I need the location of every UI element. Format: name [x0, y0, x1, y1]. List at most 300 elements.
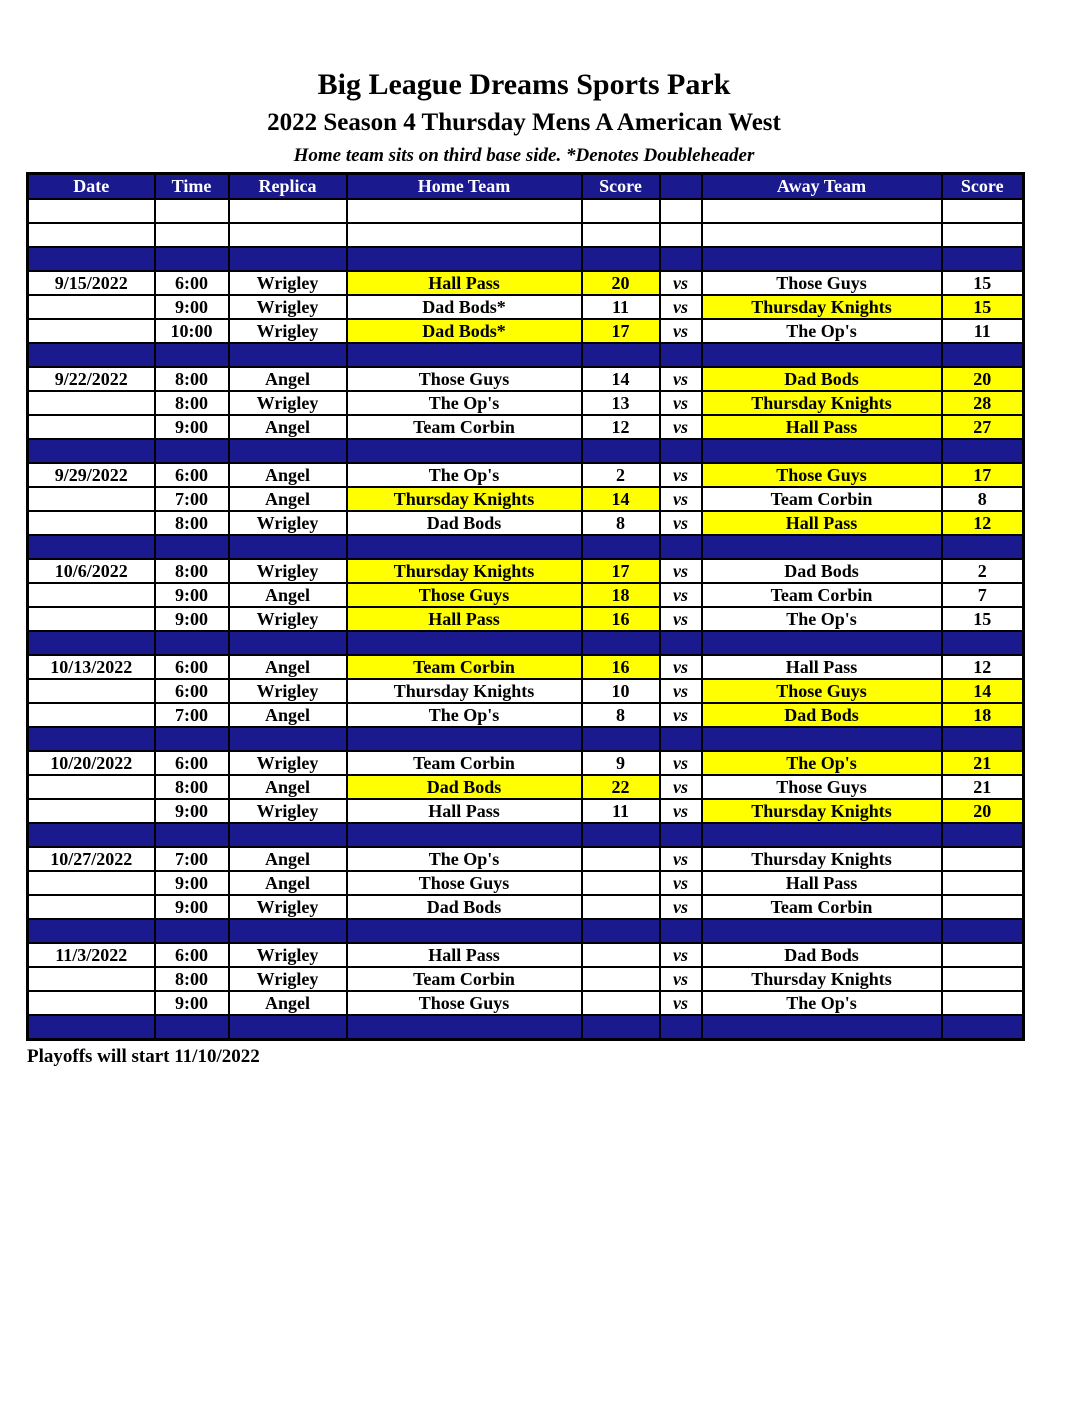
- time-cell: [155, 535, 229, 559]
- away-score-cell: 15: [942, 295, 1024, 319]
- game-row: [28, 751, 1024, 775]
- separator-row: [28, 823, 1024, 847]
- date-cell: [28, 607, 155, 631]
- away-score-cell: 21: [942, 775, 1024, 799]
- replica-cell: [229, 1015, 347, 1040]
- home-team-cell: Thursday Knights: [347, 487, 582, 511]
- replica-cell: Angel: [229, 847, 347, 871]
- home-score-cell: [582, 943, 660, 967]
- date-cell: [28, 583, 155, 607]
- replica-cell: Angel: [229, 583, 347, 607]
- home-score-cell: [582, 847, 660, 871]
- separator-row: [28, 1015, 1024, 1040]
- home-team-cell: [347, 343, 582, 367]
- game-row: [28, 871, 1024, 895]
- home-score-cell: [582, 535, 660, 559]
- vs-cell: [660, 247, 702, 271]
- col-header-home-score: Score: [582, 174, 660, 200]
- away-score-cell: [942, 727, 1024, 751]
- game-row: [28, 799, 1024, 823]
- separator-row: [28, 535, 1024, 559]
- home-team-cell: Team Corbin: [347, 655, 582, 679]
- away-team-cell: Dad Bods: [702, 559, 942, 583]
- home-team-cell: Those Guys: [347, 583, 582, 607]
- replica-cell: Wrigley: [229, 679, 347, 703]
- away-team-cell: Thursday Knights: [702, 295, 942, 319]
- away-team-cell: The Op's: [702, 991, 942, 1015]
- home-team-cell: Team Corbin: [347, 415, 582, 439]
- away-team-cell: Those Guys: [702, 271, 942, 295]
- away-score-cell: 21: [942, 751, 1024, 775]
- col-header-replica: Replica: [229, 174, 347, 200]
- blank-row: [28, 223, 1024, 247]
- time-cell: [155, 631, 229, 655]
- home-team-cell: The Op's: [347, 463, 582, 487]
- home-score-cell: [582, 895, 660, 919]
- vs-cell: vs: [660, 511, 702, 535]
- date-cell: [28, 1015, 155, 1040]
- game-row: [28, 295, 1024, 319]
- home-score-cell: 18: [582, 583, 660, 607]
- vs-cell: vs: [660, 775, 702, 799]
- time-cell: [155, 199, 229, 223]
- replica-cell: Angel: [229, 487, 347, 511]
- home-score-cell: 11: [582, 799, 660, 823]
- time-cell: 6:00: [155, 751, 229, 775]
- game-row: [28, 943, 1024, 967]
- home-team-cell: [347, 1015, 582, 1040]
- home-team-cell: [347, 247, 582, 271]
- replica-cell: Wrigley: [229, 607, 347, 631]
- date-cell: [28, 511, 155, 535]
- header-row: [28, 174, 1024, 200]
- away-team-cell: Dad Bods: [702, 367, 942, 391]
- home-team-cell: Dad Bods: [347, 775, 582, 799]
- home-score-cell: [582, 199, 660, 223]
- time-cell: 9:00: [155, 799, 229, 823]
- away-score-cell: [942, 631, 1024, 655]
- away-team-cell: [702, 535, 942, 559]
- home-team-cell: The Op's: [347, 703, 582, 727]
- time-cell: [155, 247, 229, 271]
- away-score-cell: [942, 199, 1024, 223]
- game-row: [28, 775, 1024, 799]
- home-team-cell: Thursday Knights: [347, 679, 582, 703]
- time-cell: [155, 1015, 229, 1040]
- replica-cell: Angel: [229, 991, 347, 1015]
- replica-cell: Angel: [229, 415, 347, 439]
- home-team-cell: [347, 535, 582, 559]
- col-header-vs: [660, 174, 702, 200]
- game-row: [28, 607, 1024, 631]
- time-cell: 9:00: [155, 895, 229, 919]
- vs-cell: vs: [660, 367, 702, 391]
- replica-cell: [229, 223, 347, 247]
- game-row: [28, 511, 1024, 535]
- away-score-cell: [942, 943, 1024, 967]
- col-header-away-team: Away Team: [702, 174, 942, 200]
- replica-cell: Wrigley: [229, 967, 347, 991]
- game-row: [28, 463, 1024, 487]
- home-team-cell: The Op's: [347, 847, 582, 871]
- home-team-cell: Those Guys: [347, 367, 582, 391]
- date-cell: [28, 295, 155, 319]
- home-score-cell: 14: [582, 487, 660, 511]
- home-team-cell: Dad Bods*: [347, 319, 582, 343]
- home-team-cell: Dad Bods: [347, 511, 582, 535]
- date-cell: [28, 823, 155, 847]
- home-score-cell: [582, 727, 660, 751]
- game-row: [28, 271, 1024, 295]
- vs-cell: vs: [660, 271, 702, 295]
- vs-cell: [660, 343, 702, 367]
- replica-cell: [229, 919, 347, 943]
- vs-cell: vs: [660, 463, 702, 487]
- separator-row: [28, 919, 1024, 943]
- game-row: [28, 991, 1024, 1015]
- away-score-cell: 7: [942, 583, 1024, 607]
- away-score-cell: 27: [942, 415, 1024, 439]
- away-score-cell: [942, 535, 1024, 559]
- game-row: [28, 655, 1024, 679]
- home-score-cell: 2: [582, 463, 660, 487]
- home-score-cell: 14: [582, 367, 660, 391]
- vs-cell: [660, 199, 702, 223]
- away-score-cell: 28: [942, 391, 1024, 415]
- away-score-cell: 8: [942, 487, 1024, 511]
- home-score-cell: [582, 823, 660, 847]
- replica-cell: Wrigley: [229, 895, 347, 919]
- away-team-cell: Team Corbin: [702, 487, 942, 511]
- game-row: [28, 847, 1024, 871]
- date-cell: [28, 439, 155, 463]
- time-cell: [155, 223, 229, 247]
- home-team-cell: Dad Bods: [347, 895, 582, 919]
- vs-cell: vs: [660, 751, 702, 775]
- page-subtitle: 2022 Season 4 Thursday Mens A American West: [267, 109, 781, 136]
- away-score-cell: [942, 847, 1024, 871]
- away-score-cell: [942, 991, 1024, 1015]
- replica-cell: Wrigley: [229, 319, 347, 343]
- replica-cell: Wrigley: [229, 271, 347, 295]
- schedule-table: [26, 172, 1025, 1041]
- date-cell: [28, 487, 155, 511]
- date-cell: [28, 343, 155, 367]
- away-team-cell: Hall Pass: [702, 655, 942, 679]
- away-team-cell: Hall Pass: [702, 871, 942, 895]
- home-team-cell: [347, 919, 582, 943]
- replica-cell: [229, 343, 347, 367]
- time-cell: 6:00: [155, 463, 229, 487]
- replica-cell: Angel: [229, 703, 347, 727]
- home-team-note: Home team sits on third base side. *Denotes Doubleheader: [293, 145, 755, 166]
- away-score-cell: 20: [942, 367, 1024, 391]
- vs-cell: vs: [660, 679, 702, 703]
- time-cell: 6:00: [155, 271, 229, 295]
- away-score-cell: [942, 967, 1024, 991]
- home-score-cell: 16: [582, 655, 660, 679]
- home-score-cell: [582, 247, 660, 271]
- home-score-cell: 16: [582, 607, 660, 631]
- away-score-cell: [942, 223, 1024, 247]
- away-score-cell: 20: [942, 799, 1024, 823]
- time-cell: 8:00: [155, 367, 229, 391]
- home-team-cell: [347, 439, 582, 463]
- vs-cell: [660, 1015, 702, 1040]
- away-team-cell: Thursday Knights: [702, 967, 942, 991]
- vs-cell: [660, 823, 702, 847]
- separator-row: [28, 727, 1024, 751]
- vs-cell: [660, 631, 702, 655]
- date-cell: [28, 319, 155, 343]
- time-cell: [155, 727, 229, 751]
- away-score-cell: [942, 1015, 1024, 1040]
- home-score-cell: [582, 631, 660, 655]
- date-cell: [28, 919, 155, 943]
- away-score-cell: [942, 823, 1024, 847]
- vs-cell: [660, 223, 702, 247]
- home-score-cell: 20: [582, 271, 660, 295]
- replica-cell: Wrigley: [229, 391, 347, 415]
- date-cell: 9/22/2022: [28, 367, 155, 391]
- separator-row: [28, 439, 1024, 463]
- vs-cell: vs: [660, 487, 702, 511]
- home-score-cell: 8: [582, 703, 660, 727]
- away-team-cell: Hall Pass: [702, 415, 942, 439]
- replica-cell: [229, 439, 347, 463]
- replica-cell: Angel: [229, 655, 347, 679]
- home-team-cell: [347, 199, 582, 223]
- away-team-cell: Those Guys: [702, 679, 942, 703]
- away-team-cell: Thursday Knights: [702, 847, 942, 871]
- vs-cell: vs: [660, 967, 702, 991]
- replica-cell: Angel: [229, 367, 347, 391]
- game-row: [28, 583, 1024, 607]
- time-cell: 7:00: [155, 487, 229, 511]
- time-cell: 8:00: [155, 511, 229, 535]
- away-score-cell: 14: [942, 679, 1024, 703]
- away-team-cell: [702, 223, 942, 247]
- away-team-cell: Dad Bods: [702, 703, 942, 727]
- time-cell: 8:00: [155, 559, 229, 583]
- away-score-cell: [942, 439, 1024, 463]
- away-team-cell: Thursday Knights: [702, 391, 942, 415]
- vs-cell: [660, 919, 702, 943]
- home-score-cell: 9: [582, 751, 660, 775]
- home-score-cell: [582, 223, 660, 247]
- away-score-cell: 18: [942, 703, 1024, 727]
- col-header-away-score: Score: [942, 174, 1024, 200]
- away-score-cell: 2: [942, 559, 1024, 583]
- date-cell: [28, 415, 155, 439]
- home-score-cell: 11: [582, 295, 660, 319]
- home-score-cell: [582, 919, 660, 943]
- vs-cell: [660, 535, 702, 559]
- game-row: [28, 487, 1024, 511]
- date-cell: 9/15/2022: [28, 271, 155, 295]
- home-score-cell: 13: [582, 391, 660, 415]
- home-score-cell: 17: [582, 319, 660, 343]
- playoffs-note: Playoffs will start 11/10/2022: [27, 1046, 260, 1067]
- replica-cell: Angel: [229, 775, 347, 799]
- time-cell: 8:00: [155, 775, 229, 799]
- away-team-cell: The Op's: [702, 607, 942, 631]
- vs-cell: vs: [660, 607, 702, 631]
- home-team-cell: Dad Bods*: [347, 295, 582, 319]
- date-cell: [28, 703, 155, 727]
- away-score-cell: [942, 343, 1024, 367]
- col-header-home-team: Home Team: [347, 174, 582, 200]
- home-team-cell: Those Guys: [347, 871, 582, 895]
- away-team-cell: The Op's: [702, 319, 942, 343]
- replica-cell: [229, 823, 347, 847]
- vs-cell: vs: [660, 799, 702, 823]
- game-row: [28, 679, 1024, 703]
- vs-cell: [660, 439, 702, 463]
- home-team-cell: Hall Pass: [347, 607, 582, 631]
- away-score-cell: 15: [942, 271, 1024, 295]
- date-cell: [28, 871, 155, 895]
- game-row: [28, 559, 1024, 583]
- home-team-cell: [347, 727, 582, 751]
- away-team-cell: [702, 631, 942, 655]
- replica-cell: Angel: [229, 463, 347, 487]
- col-header-date: Date: [28, 174, 155, 200]
- away-score-cell: 15: [942, 607, 1024, 631]
- game-row: [28, 391, 1024, 415]
- vs-cell: vs: [660, 295, 702, 319]
- page-title: Big League Dreams Sports Park: [317, 68, 731, 101]
- date-cell: [28, 679, 155, 703]
- home-team-cell: Thursday Knights: [347, 559, 582, 583]
- time-cell: 9:00: [155, 295, 229, 319]
- game-row: [28, 319, 1024, 343]
- away-team-cell: The Op's: [702, 751, 942, 775]
- time-cell: 6:00: [155, 679, 229, 703]
- away-team-cell: [702, 727, 942, 751]
- time-cell: 6:00: [155, 655, 229, 679]
- col-header-time: Time: [155, 174, 229, 200]
- away-team-cell: [702, 919, 942, 943]
- replica-cell: [229, 199, 347, 223]
- date-cell: 10/27/2022: [28, 847, 155, 871]
- time-cell: 9:00: [155, 871, 229, 895]
- home-score-cell: 22: [582, 775, 660, 799]
- home-score-cell: [582, 967, 660, 991]
- replica-cell: [229, 631, 347, 655]
- date-cell: [28, 535, 155, 559]
- time-cell: 9:00: [155, 991, 229, 1015]
- replica-cell: Angel: [229, 871, 347, 895]
- vs-cell: vs: [660, 391, 702, 415]
- time-cell: [155, 823, 229, 847]
- time-cell: 9:00: [155, 607, 229, 631]
- time-cell: 7:00: [155, 703, 229, 727]
- separator-row: [28, 631, 1024, 655]
- date-cell: [28, 223, 155, 247]
- home-team-cell: Team Corbin: [347, 751, 582, 775]
- date-cell: [28, 799, 155, 823]
- away-team-cell: [702, 343, 942, 367]
- vs-cell: [660, 727, 702, 751]
- time-cell: 9:00: [155, 415, 229, 439]
- home-team-cell: Hall Pass: [347, 799, 582, 823]
- replica-cell: Wrigley: [229, 511, 347, 535]
- time-cell: 8:00: [155, 967, 229, 991]
- replica-cell: Wrigley: [229, 559, 347, 583]
- home-team-cell: [347, 223, 582, 247]
- away-score-cell: [942, 919, 1024, 943]
- home-score-cell: 12: [582, 415, 660, 439]
- date-cell: [28, 391, 155, 415]
- replica-cell: Wrigley: [229, 295, 347, 319]
- replica-cell: Wrigley: [229, 943, 347, 967]
- home-team-cell: The Op's: [347, 391, 582, 415]
- time-cell: 10:00: [155, 319, 229, 343]
- home-team-cell: [347, 823, 582, 847]
- away-score-cell: [942, 247, 1024, 271]
- away-score-cell: [942, 871, 1024, 895]
- away-team-cell: [702, 247, 942, 271]
- home-team-cell: Hall Pass: [347, 271, 582, 295]
- time-cell: [155, 343, 229, 367]
- home-team-cell: Hall Pass: [347, 943, 582, 967]
- vs-cell: vs: [660, 559, 702, 583]
- date-cell: [28, 895, 155, 919]
- away-team-cell: Dad Bods: [702, 943, 942, 967]
- time-cell: [155, 439, 229, 463]
- home-score-cell: [582, 439, 660, 463]
- date-cell: 10/6/2022: [28, 559, 155, 583]
- date-cell: 10/13/2022: [28, 655, 155, 679]
- home-team-cell: [347, 631, 582, 655]
- vs-cell: vs: [660, 847, 702, 871]
- away-team-cell: Those Guys: [702, 463, 942, 487]
- home-team-cell: Those Guys: [347, 991, 582, 1015]
- away-score-cell: 17: [942, 463, 1024, 487]
- vs-cell: vs: [660, 319, 702, 343]
- game-row: [28, 415, 1024, 439]
- date-cell: [28, 967, 155, 991]
- replica-cell: Wrigley: [229, 799, 347, 823]
- vs-cell: vs: [660, 895, 702, 919]
- date-cell: 9/29/2022: [28, 463, 155, 487]
- blank-row: [28, 199, 1024, 223]
- date-cell: 11/3/2022: [28, 943, 155, 967]
- vs-cell: vs: [660, 871, 702, 895]
- date-cell: [28, 247, 155, 271]
- away-score-cell: 11: [942, 319, 1024, 343]
- home-score-cell: [582, 991, 660, 1015]
- home-score-cell: [582, 1015, 660, 1040]
- time-cell: 6:00: [155, 943, 229, 967]
- game-row: [28, 703, 1024, 727]
- away-team-cell: Those Guys: [702, 775, 942, 799]
- date-cell: 10/20/2022: [28, 751, 155, 775]
- separator-row: [28, 343, 1024, 367]
- home-score-cell: 17: [582, 559, 660, 583]
- away-team-cell: Team Corbin: [702, 583, 942, 607]
- replica-cell: [229, 727, 347, 751]
- away-team-cell: Team Corbin: [702, 895, 942, 919]
- away-team-cell: [702, 823, 942, 847]
- away-team-cell: Thursday Knights: [702, 799, 942, 823]
- away-score-cell: 12: [942, 655, 1024, 679]
- replica-cell: Wrigley: [229, 751, 347, 775]
- date-cell: [28, 775, 155, 799]
- time-cell: [155, 919, 229, 943]
- date-cell: [28, 991, 155, 1015]
